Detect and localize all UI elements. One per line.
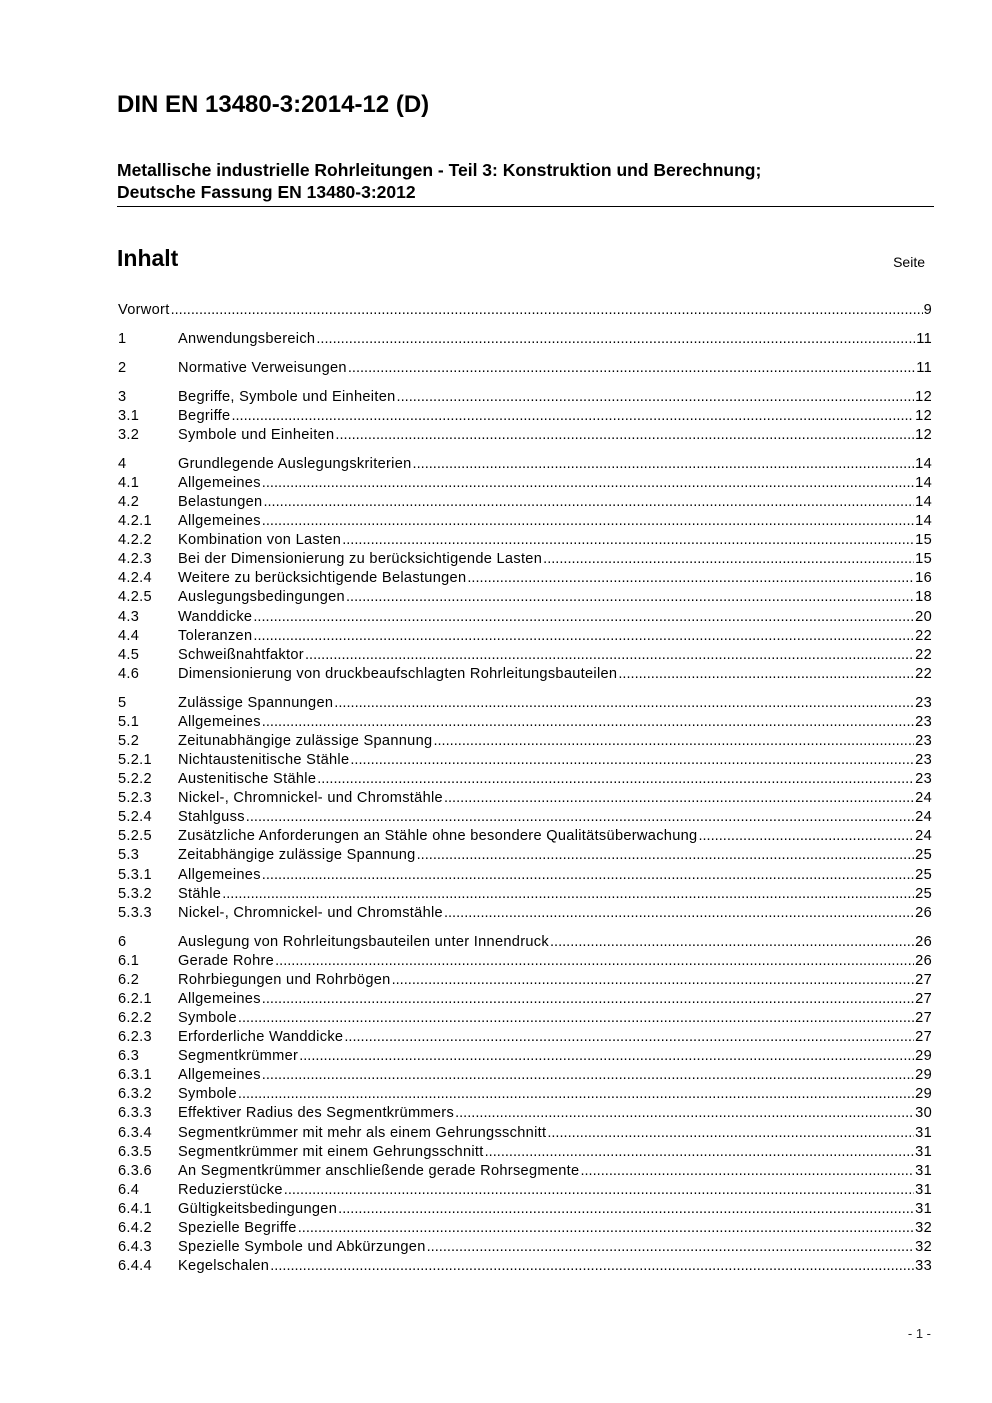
toc-dot-leader	[348, 359, 915, 378]
toc-entry-title: Zeitunabhängige zulässige Spannung	[178, 732, 433, 749]
toc-entry-title: Allgemeines	[178, 513, 261, 530]
toc-entry-number: 6.3	[118, 1048, 140, 1065]
toc-entry-page: 25	[915, 885, 932, 902]
toc-entry-title: Anwendungsbereich	[178, 330, 316, 347]
toc-entry-page: 12	[915, 407, 932, 424]
toc-entry-number: 6.2.3	[118, 1029, 152, 1046]
toc-entry-page: 12	[915, 426, 932, 443]
toc-entry-number: 6.3.1	[118, 1067, 152, 1084]
toc-entry-number: 3.1	[118, 407, 140, 424]
toc-entry-page: 31	[915, 1143, 932, 1160]
toc-entry-title: Zusätzliche Anforderungen an Stähle ohne besondere Qualitätsüberwachung	[178, 828, 698, 845]
toc-dot-leader	[298, 1219, 914, 1238]
toc-entry-page: 23	[915, 751, 932, 768]
toc-entry[interactable]	[118, 474, 932, 493]
toc-entry-page: 29	[915, 1048, 932, 1065]
toc-entry-number: 4.4	[118, 627, 140, 644]
toc-entry-page: 23	[915, 713, 932, 730]
toc-dot-leader	[427, 1238, 915, 1257]
toc-entry-number: 5.2.4	[118, 809, 152, 826]
toc-entry-page: 23	[915, 694, 932, 711]
toc-dot-leader	[263, 493, 914, 512]
toc-dot-leader	[299, 1047, 914, 1066]
toc-entry[interactable]	[118, 1181, 932, 1200]
toc-dot-leader	[262, 866, 914, 885]
toc-entry-title: Spezielle Begriffe	[178, 1220, 297, 1236]
toc-entry-title: Belastungen	[178, 493, 263, 510]
toc-entry[interactable]	[118, 301, 932, 320]
toc-entry-title: Gültigkeitsbedingungen	[178, 1200, 338, 1217]
toc-entry[interactable]	[118, 646, 932, 665]
toc-dot-leader	[262, 512, 914, 531]
toc-dot-leader	[262, 713, 914, 732]
toc-entry[interactable]	[118, 627, 932, 646]
toc-entry-page: 14	[915, 513, 932, 530]
subtitle-line-1: Metallische industrielle Rohrleitungen - Teil 3: Konstruktion und Berechnung;	[117, 160, 762, 180]
toc-entry[interactable]	[118, 1238, 932, 1257]
toc-entry-page: 11	[916, 330, 932, 347]
toc-entry-number: 5.2.1	[118, 751, 152, 768]
toc-dot-leader	[618, 665, 914, 684]
document-title: DIN EN 13480-3:2014-12 (D)	[117, 91, 430, 118]
toc-dot-leader	[275, 952, 914, 971]
toc-dot-leader	[262, 990, 914, 1009]
toc-entry[interactable]	[118, 732, 932, 751]
toc-entry[interactable]	[118, 1257, 932, 1276]
toc-entry-number: 6.3.3	[118, 1105, 152, 1122]
toc-entry[interactable]	[118, 770, 932, 789]
toc-entry-page: 29	[915, 1086, 932, 1103]
toc-entry-page: 33	[915, 1258, 932, 1275]
toc-entry[interactable]	[118, 608, 932, 627]
toc-entry-number: 6	[118, 933, 127, 950]
toc-entry-page: 27	[915, 990, 932, 1007]
toc-entry[interactable]	[118, 531, 932, 550]
toc-entry-page: 20	[915, 608, 932, 625]
toc-entry-number: 5.1	[118, 713, 140, 730]
toc-entry-page: 26	[915, 952, 932, 969]
toc-dot-leader	[335, 426, 914, 445]
toc-entry-page: 27	[915, 1029, 932, 1046]
toc-entry-number: 2	[118, 359, 127, 376]
toc-dot-leader	[222, 885, 914, 904]
toc-entry[interactable]	[118, 952, 932, 971]
toc-entry-title: Toleranzen	[178, 627, 253, 644]
toc-entry-number: 6.3.4	[118, 1124, 152, 1141]
toc-entry-page: 26	[915, 904, 932, 921]
toc-entry[interactable]	[118, 1104, 932, 1123]
toc-entry-number: 6.4	[118, 1181, 140, 1198]
toc-dot-leader	[246, 808, 914, 827]
toc-entry-page: 32	[915, 1239, 932, 1256]
toc-dot-leader	[305, 646, 914, 665]
toc-entry-page: 15	[915, 532, 932, 549]
toc-entry[interactable]	[118, 455, 932, 474]
toc-entry[interactable]	[118, 407, 932, 426]
toc-entry-title: Kombination von Lasten	[178, 532, 342, 549]
toc-entry-title: Reduzierstücke	[178, 1181, 283, 1198]
toc-entry-number: 4.6	[118, 665, 140, 682]
toc-entry[interactable]	[118, 933, 932, 952]
toc-dot-leader	[316, 330, 915, 349]
toc-entry-title: Spezielle Symbole und Abkürzungen	[178, 1239, 426, 1256]
toc-entry[interactable]	[118, 1219, 932, 1238]
toc-entry-number: 4.2.4	[118, 570, 152, 587]
toc-entry[interactable]	[118, 1009, 932, 1028]
toc-dot-leader	[350, 751, 914, 770]
toc-entry-title: Auslegungsbedingungen	[178, 589, 345, 606]
toc-entry-title: Begriffe, Symbole und Einheiten	[178, 388, 396, 405]
toc-entry-number: 4.2.1	[118, 513, 152, 530]
toc-entry-title: Symbole	[178, 1086, 237, 1103]
toc-dot-leader	[346, 588, 914, 607]
toc-entry-title: Schweißnahtfaktor	[178, 646, 304, 663]
toc-entry-title: Nickel-, Chromnickel- und Chromstähle	[178, 904, 443, 921]
subtitle-line-2: Deutsche Fassung EN 13480-3:2012	[117, 182, 416, 202]
toc-entry-title: Bei der Dimensionierung zu berücksichtigende Lasten	[178, 551, 543, 568]
toc-entry-number: 5.2.5	[118, 828, 152, 845]
toc-entry-page: 24	[915, 790, 932, 807]
toc-dot-leader	[547, 1124, 914, 1143]
toc-entry[interactable]	[118, 512, 932, 531]
toc-dot-leader	[543, 550, 914, 569]
toc-entry-title: Allgemeines	[178, 474, 261, 491]
toc-dot-leader	[444, 789, 914, 808]
toc-entry-title: Segmentkrümmer	[178, 1048, 299, 1065]
toc-entry-title: Zulässige Spannungen	[178, 694, 334, 711]
toc-entry-title: Stahlguss	[178, 809, 245, 826]
toc-entry-number: 4.1	[118, 474, 140, 491]
toc-entry-title: Austenitische Stähle	[178, 771, 317, 788]
table-of-contents	[118, 301, 932, 1276]
toc-dot-leader	[231, 407, 914, 426]
toc-entry-number: 4.2.5	[118, 589, 152, 606]
toc-entry-title: Nickel-, Chromnickel- und Chromstähle	[178, 790, 443, 807]
toc-entry-page: 12	[915, 388, 932, 405]
toc-dot-leader	[262, 1066, 914, 1085]
toc-entry-title: Symbole	[178, 1009, 237, 1026]
toc-entry-page: 11	[916, 359, 932, 376]
toc-entry-page: 14	[915, 455, 932, 472]
toc-entry-title: Dimensionierung von druckbeaufschlagten Rohrleitungsbauteilen	[178, 665, 618, 682]
toc-entry-page: 26	[915, 933, 932, 950]
toc-entry[interactable]	[118, 426, 932, 445]
toc-dot-leader	[238, 1085, 914, 1104]
toc-entry-title: Begriffe	[178, 407, 231, 424]
page-number: - 1 -	[907, 1326, 931, 1341]
toc-entry-number: 6.2	[118, 971, 140, 988]
toc-entry[interactable]	[118, 789, 932, 808]
toc-entry-title: Stähle	[178, 885, 222, 902]
toc-entry-title: Zeitabhängige zulässige Spannung	[178, 847, 416, 864]
toc-entry-number: 6.3.6	[118, 1162, 152, 1179]
toc-dot-leader	[580, 1162, 914, 1181]
toc-dot-leader	[270, 1257, 914, 1276]
toc-dot-leader	[317, 770, 914, 789]
toc-entry-title: Allgemeines	[178, 713, 261, 730]
toc-entry[interactable]	[118, 904, 932, 923]
toc-entry-number: 4	[118, 455, 127, 472]
toc-entry-number: 6.3.5	[118, 1143, 152, 1160]
toc-entry-title: Vorwort	[118, 302, 170, 318]
toc-entry-title: Nichtaustenitische Stähle	[178, 751, 350, 768]
toc-entry-title: Symbole und Einheiten	[178, 426, 335, 443]
toc-entry-title: Allgemeines	[178, 990, 261, 1007]
toc-dot-leader	[171, 301, 923, 320]
toc-entry-number: 5.3.3	[118, 904, 152, 921]
toc-entry-number: 5.3.1	[118, 866, 152, 883]
toc-entry[interactable]	[118, 971, 932, 990]
toc-entry-page: 25	[915, 847, 932, 864]
toc-entry-page: 27	[915, 1009, 932, 1026]
toc-entry-page: 30	[915, 1105, 932, 1122]
toc-entry[interactable]	[118, 569, 932, 588]
toc-entry-page: 24	[915, 828, 932, 845]
toc-entry-number: 6.4.4	[118, 1258, 152, 1275]
toc-entry[interactable]	[118, 808, 932, 827]
toc-entry-number: 5.2	[118, 732, 140, 749]
toc-entry-title: Allgemeines	[178, 1067, 261, 1084]
toc-entry-page: 9	[923, 302, 932, 318]
toc-entry-page: 22	[915, 627, 932, 644]
toc-entry[interactable]	[118, 1066, 932, 1085]
toc-dot-leader	[334, 694, 914, 713]
toc-entry-page: 23	[915, 771, 932, 788]
toc-entry-page: 31	[915, 1181, 932, 1198]
toc-entry-number: 6.4.1	[118, 1200, 152, 1217]
toc-entry[interactable]	[118, 827, 932, 846]
toc-dot-leader	[413, 455, 915, 474]
toc-entry[interactable]	[118, 1047, 932, 1066]
toc-entry-number: 4.2	[118, 493, 140, 510]
toc-entry[interactable]	[118, 588, 932, 607]
toc-dot-leader	[262, 474, 914, 493]
toc-entry-page: 14	[915, 474, 932, 491]
toc-entry-title: Rohrbiegungen und Rohrbögen	[178, 971, 391, 988]
toc-entry[interactable]	[118, 1143, 932, 1162]
toc-entry[interactable]	[118, 330, 932, 349]
toc-dot-leader	[467, 569, 914, 588]
toc-entry-page: 31	[915, 1162, 932, 1179]
toc-entry-number: 6.3.2	[118, 1086, 152, 1103]
toc-entry[interactable]	[118, 665, 932, 684]
toc-dot-leader	[397, 388, 915, 407]
toc-entry-number: 5.2.3	[118, 790, 152, 807]
toc-entry-number: 5	[118, 694, 127, 711]
toc-entry-number: 6.1	[118, 952, 140, 969]
toc-entry-number: 4.3	[118, 608, 140, 625]
toc-dot-leader	[344, 1028, 914, 1047]
toc-entry-title: Segmentkrümmer mit mehr als einem Gehrungsschnitt	[178, 1124, 547, 1141]
toc-entry-number: 5.2.2	[118, 771, 152, 788]
toc-entry-page: 31	[915, 1200, 932, 1217]
toc-entry[interactable]	[118, 990, 932, 1009]
toc-entry-title: Effektiver Radius des Segmentkrümmers	[178, 1105, 455, 1122]
toc-entry[interactable]	[118, 694, 932, 713]
toc-entry[interactable]	[118, 713, 932, 732]
toc-entry[interactable]	[118, 846, 932, 865]
toc-entry-number: 6.2.1	[118, 990, 152, 1007]
toc-entry-number: 1	[118, 330, 127, 347]
toc-entry[interactable]	[118, 1124, 932, 1143]
toc-entry[interactable]	[118, 751, 932, 770]
toc-dot-leader	[433, 732, 914, 751]
toc-entry-number: 3	[118, 388, 127, 405]
document-subtitle	[117, 159, 934, 207]
toc-entry-title: Segmentkrümmer mit einem Gehrungsschnitt	[178, 1143, 484, 1160]
toc-dot-leader	[417, 846, 915, 865]
toc-entry-page: 14	[915, 493, 932, 510]
toc-entry-title: Wanddicke	[178, 608, 253, 625]
toc-entry-page: 24	[915, 809, 932, 826]
toc-entry-page: 29	[915, 1067, 932, 1084]
toc-dot-leader	[253, 608, 914, 627]
toc-entry-number: 6.2.2	[118, 1009, 152, 1026]
toc-page-column-label: Seite	[893, 254, 925, 270]
toc-dot-leader	[238, 1009, 914, 1028]
toc-entry-number: 6.4.2	[118, 1220, 152, 1236]
toc-entry-page: 18	[915, 589, 932, 606]
toc-entry[interactable]	[118, 1162, 932, 1181]
toc-entry[interactable]	[118, 866, 932, 885]
toc-entry-page: 31	[915, 1124, 932, 1141]
toc-entry-page: 22	[915, 665, 932, 682]
toc-entry-number: 4.5	[118, 646, 140, 663]
toc-entry[interactable]	[118, 1085, 932, 1104]
toc-entry-page: 16	[915, 570, 932, 587]
toc-dot-leader	[342, 531, 914, 550]
toc-dot-leader	[485, 1143, 915, 1162]
toc-entry-title: Weitere zu berücksichtigende Belastungen	[178, 570, 467, 587]
toc-entry-number: 5.3.2	[118, 885, 152, 902]
toc-entry[interactable]	[118, 1028, 932, 1047]
toc-entry-number: 5.3	[118, 847, 140, 864]
toc-entry-page: 22	[915, 646, 932, 663]
toc-entry-number: 4.2.3	[118, 551, 152, 568]
toc-dot-leader	[550, 933, 914, 952]
toc-dot-leader	[444, 904, 914, 923]
toc-entry-page: 23	[915, 732, 932, 749]
toc-entry-page: 15	[915, 551, 932, 568]
toc-entry-title: Auslegung von Rohrleitungsbauteilen unter Innendruck	[178, 933, 549, 950]
toc-entry-title: An Segmentkrümmer anschließende gerade Rohrsegmente	[178, 1162, 580, 1179]
toc-heading: Inhalt	[117, 245, 179, 271]
toc-entry-page: 32	[915, 1220, 932, 1236]
toc-entry-title: Gerade Rohre	[178, 952, 275, 969]
toc-entry-title: Erforderliche Wanddicke	[178, 1029, 344, 1046]
toc-entry-number: 6.4.3	[118, 1239, 152, 1256]
toc-dot-leader	[253, 627, 914, 646]
toc-entry-number: 3.2	[118, 426, 140, 443]
toc-entry[interactable]	[118, 550, 932, 569]
toc-dot-leader	[338, 1200, 914, 1219]
toc-entry-number: 4.2.2	[118, 532, 152, 549]
toc-entry[interactable]	[118, 388, 932, 407]
toc-entry[interactable]	[118, 493, 932, 512]
toc-entry-title: Kegelschalen	[178, 1258, 270, 1275]
toc-dot-leader	[284, 1181, 914, 1200]
toc-entry-page: 25	[915, 866, 932, 883]
toc-entry-title: Grundlegende Auslegungskriterien	[178, 455, 412, 472]
toc-entry[interactable]	[118, 359, 932, 378]
toc-entry-title: Allgemeines	[178, 866, 261, 883]
toc-entry-title: Normative Verweisungen	[178, 359, 347, 376]
toc-entry[interactable]	[118, 1200, 932, 1219]
toc-dot-leader	[392, 971, 915, 990]
toc-entry-page: 27	[915, 971, 932, 988]
toc-dot-leader	[455, 1104, 914, 1123]
toc-dot-leader	[698, 827, 914, 846]
toc-entry[interactable]	[118, 885, 932, 904]
